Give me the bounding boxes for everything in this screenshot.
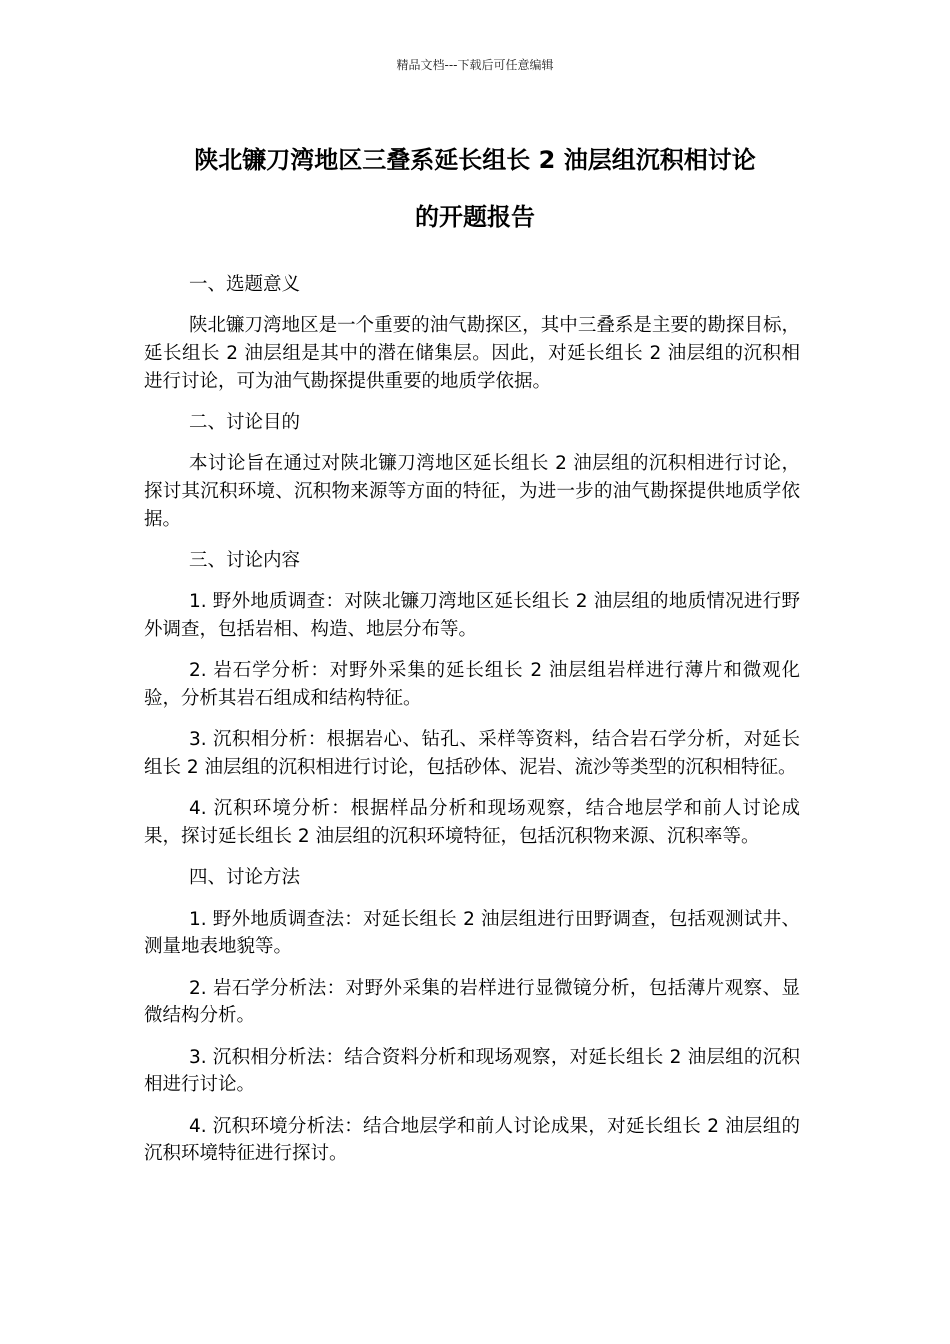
section-heading-content: 三、讨论内容: [189, 549, 301, 571]
paragraph: 陕北镰刀湾地区是一个重要的油气勘探区，其中三叠系是主要的勘探目标，延长组长 2 油层组是其中的潜在储集层。因此，对延长组长 2 油层组的沉积相进行讨论，可为油气勘探提供重要的地质学依据。: [144, 315, 800, 392]
list-item: 1. 野外地质调查法：对延长组长 2 油层组进行田野调查，包括观测试井、测量地表地貌等。: [144, 908, 800, 958]
document-body: [144, 271, 800, 1182]
document-title: [110, 132, 840, 246]
section-heading-purpose: 二、讨论目的: [189, 411, 301, 433]
section-heading-significance: 一、选题意义: [189, 274, 301, 295]
list-item: 2. 岩石学分析法：对野外采集的岩样进行显微镜分析，包括薄片观察、显微结构分析。: [144, 977, 800, 1027]
list-item: 3. 沉积相分析：根据岩心、钻孔、采样等资料，结合岩石学分析，对延长组长 2 油层组的沉积相进行讨论，包括砂体、泥岩、流沙等类型的沉积相特征。: [144, 729, 800, 778]
page-header-watermark: 精品文档---下载后可任意编辑: [396, 58, 554, 72]
list-item: 4. 沉积环境分析：根据样品分析和现场观察，结合地层学和前人讨论成果，探讨延长组长 2 油层组的沉积环境特征，包括沉积物来源、沉积率等。: [144, 798, 800, 847]
list-item: 4. 沉积环境分析法：结合地层学和前人讨论成果，对延长组长 2 油层组的沉积环境特征进行探讨。: [144, 1115, 800, 1165]
list-item: 2. 岩石学分析：对野外采集的延长组长 2 油层组岩样进行薄片和微观化验，分析其岩石组成和结构特征。: [144, 660, 800, 709]
list-item: 3. 沉积相分析法：结合资料分析和现场观察，对延长组长 2 油层组的沉积相进行讨论。: [144, 1046, 800, 1096]
paragraph: 本讨论旨在通过对陕北镰刀湾地区延长组长 2 油层组的沉积相进行讨论，探讨其沉积环境、沉积物来源等方面的特征，为进一步的油气勘探提供地质学依据。: [144, 453, 800, 530]
list-item: 1. 野外地质调查：对陕北镰刀湾地区延长组长 2 油层组的地质情况进行野外调查，包括岩相、构造、地层分布等。: [144, 591, 800, 640]
section-heading-methods: 四、讨论方法: [189, 867, 301, 889]
document-title-line-2: 的开题报告: [415, 203, 535, 231]
document-title-line-1: 陕北镰刀湾地区三叠系延长组长 2 油层组沉积相讨论: [194, 146, 756, 174]
